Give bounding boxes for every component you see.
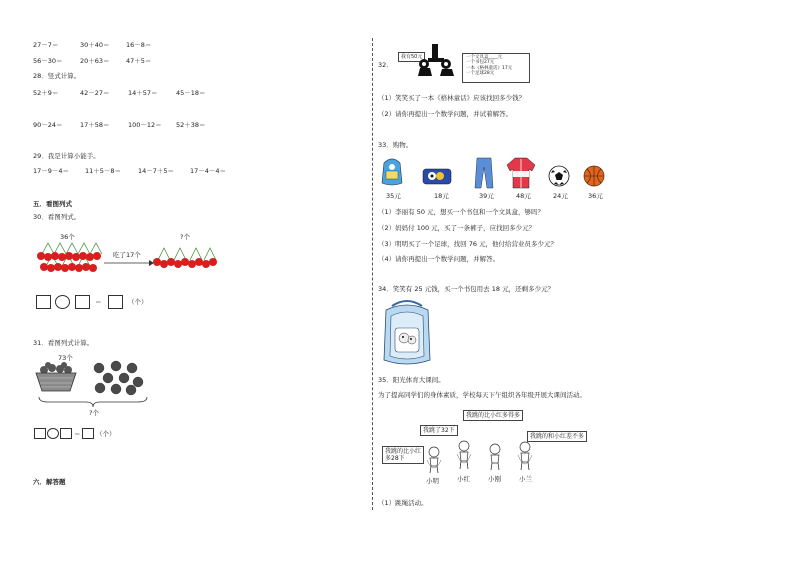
equals-sign: ＝	[95, 298, 102, 306]
section-5-heading: 五．看图列式	[33, 200, 72, 208]
vertical-calc-5: 90－24＝	[33, 121, 63, 129]
total-question-label: ?个	[89, 409, 99, 417]
brace-icon	[38, 396, 148, 408]
price-item-3: 一本《格林童话》17元	[466, 65, 513, 71]
answer-box-1[interactable]	[36, 295, 51, 309]
apples-icon	[88, 360, 144, 396]
price-item-4: 一个足球28元	[466, 71, 495, 77]
equals-sign-2: ＝	[74, 430, 81, 438]
soccer-ball-icon	[548, 165, 570, 187]
question-33-1: （1）李丽有 50 元，想买一个书包和一个文具盒，够吗？	[378, 208, 545, 216]
child-jumping-icon-1	[425, 446, 443, 474]
question-29: 29．我是计算小能手。	[33, 152, 100, 160]
price-item-2: 一个书包27元	[466, 60, 495, 66]
ate-label: 吃了17个	[113, 251, 141, 259]
calc-6: 47＋5＝	[126, 57, 152, 65]
child-jumping-icon-3	[486, 443, 504, 471]
price-soccer-ball: 24元	[553, 192, 568, 200]
cherry-left-label: ?个	[180, 233, 190, 241]
child-jumping-icon-4	[516, 441, 534, 471]
question-32: 32．	[378, 61, 393, 69]
answer-box-3[interactable]	[108, 295, 123, 309]
vertical-calc-1: 52＋9＝	[33, 89, 59, 97]
basket-count-label: 73个	[58, 354, 73, 362]
question-33-2: （2）妈妈付 100 元，买了一条裤子，应找回多少元？	[378, 224, 536, 232]
vertical-calc-8: 52＋38＝	[176, 121, 206, 129]
trousers-icon	[474, 157, 494, 189]
operator-circle-2[interactable]	[47, 428, 59, 439]
vertical-calc-3: 14＋57＝	[128, 89, 158, 97]
question-31: 31．看图列式计算。	[33, 339, 94, 347]
vertical-calc-2: 42－27＝	[80, 89, 110, 97]
price-backpack: 35元	[386, 192, 401, 200]
unit-label-30: （个）	[128, 298, 148, 306]
price-list-box	[462, 53, 530, 83]
question-33: 33．购物。	[378, 141, 413, 149]
speech-bubble-2: 我跳的比小红多得多	[463, 410, 523, 421]
speech-bubble-1: 我跳了32下	[420, 425, 458, 436]
question-33-4: （4）请你再提出一个数学问题，并解答。	[378, 255, 500, 263]
question-28: 28．竖式计算。	[33, 72, 81, 80]
speech-bubble-3: 我跳的和小红差不多	[527, 431, 587, 442]
vertical-calc-6: 17＋58＝	[80, 121, 110, 129]
operator-circle-1[interactable]	[55, 295, 70, 309]
column-divider	[372, 38, 373, 510]
calc-5: 20＋63＝	[80, 57, 110, 65]
mixed-calc-4: 17－4－4＝	[190, 167, 227, 175]
unit-label-31: （个）	[96, 430, 116, 438]
money-tag: 我有50元	[398, 52, 425, 62]
shopping-kids-icon	[416, 44, 460, 76]
backpack-icon	[380, 157, 404, 187]
section-6-heading: 六．解答题	[33, 478, 66, 486]
question-32-2: （2）请你再提出一个数学问题，并试着解答。	[378, 110, 513, 118]
calc-1: 27－7＝	[33, 41, 59, 49]
arrow-icon	[104, 260, 154, 266]
answer-box-5[interactable]	[60, 428, 72, 439]
child-jumping-icon-2	[455, 440, 473, 470]
name-xiaoming: 小明	[426, 477, 439, 485]
price-item-1: 一个文具盒____元	[466, 55, 502, 60]
mixed-calc-3: 14－7＋5＝	[138, 167, 175, 175]
name-xiaogang: 小刚	[488, 475, 501, 483]
price-jacket: 48元	[516, 192, 531, 200]
answer-box-4[interactable]	[34, 428, 46, 439]
price-basketball: 36元	[588, 192, 603, 200]
question-35-1: （1）跳绳活动。	[378, 499, 428, 507]
question-34: 34．笑笑有 25 元钱，买一个书包用去 18 元，还剩多少元？	[378, 285, 555, 293]
mixed-calc-2: 11＋5－8＝	[85, 167, 122, 175]
calc-4: 56－30＝	[33, 57, 63, 65]
jacket-icon	[506, 157, 536, 189]
question-32-1: （1）笑笑买了一本《格林童话》应该找回多少钱？	[378, 94, 526, 102]
cherries-after-icon	[152, 244, 220, 274]
mixed-calc-1: 17－9－4＝	[33, 167, 70, 175]
speech-bubble-4: 我跳的比小红多28下	[382, 446, 424, 464]
calc-3: 16－8＝	[126, 41, 152, 49]
question-35: 35．阳光体育大课间。	[378, 376, 445, 384]
pencil-case-icon	[422, 166, 452, 186]
name-xiaohong: 小红	[457, 475, 470, 483]
question-33-3: （3）明明买了一个足球，找回 76 元，他付给营业员多少元？	[378, 240, 558, 248]
price-trousers: 39元	[479, 192, 494, 200]
question-35-intro: 为了提高同学们的身体素质，学校每天下午组织各年级开展大课间活动。	[378, 391, 586, 399]
cherries-before-icon	[36, 240, 106, 278]
school-bag-icon	[382, 300, 432, 366]
price-pencil-case: 18元	[434, 192, 449, 200]
answer-box-2[interactable]	[75, 295, 90, 309]
vertical-calc-4: 45－18＝	[176, 89, 206, 97]
vertical-calc-7: 100－12＝	[128, 121, 162, 129]
calc-2: 30＋40＝	[80, 41, 110, 49]
question-30: 30．看图列式。	[33, 213, 81, 221]
answer-box-6[interactable]	[82, 428, 94, 439]
fruit-basket-icon	[34, 362, 78, 392]
name-xiaolan: 小兰	[519, 475, 532, 483]
cherry-total-label: 36个	[60, 233, 75, 241]
basketball-icon	[583, 165, 605, 187]
